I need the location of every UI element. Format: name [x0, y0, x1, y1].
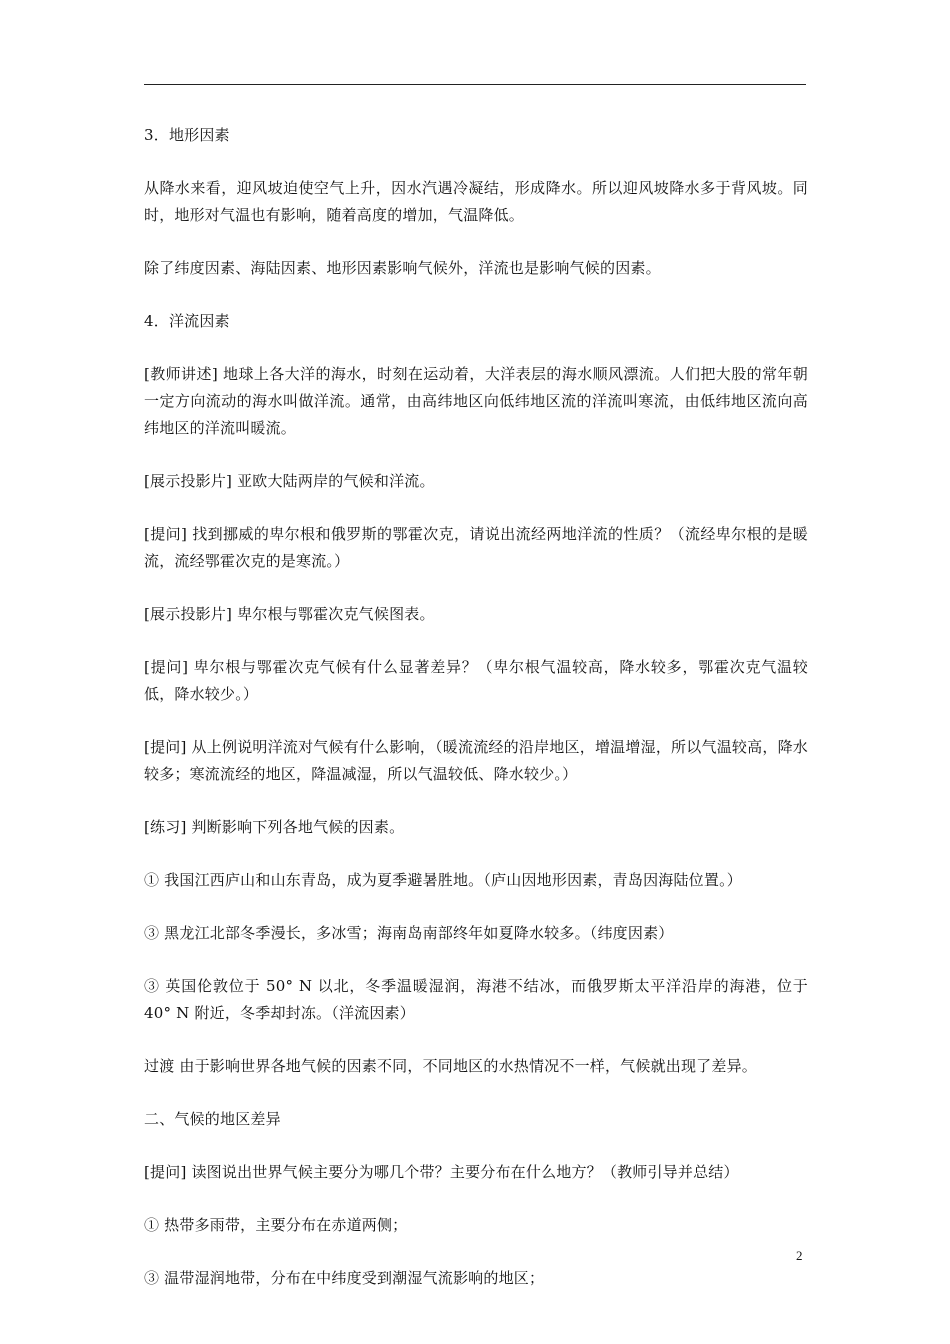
- exercise-item-1: ① 我国江西庐山和山东青岛，成为夏季避暑胜地。（庐山因地形因素，青岛因海陆位置。）: [144, 871, 742, 889]
- exercise-item-2: ③ 黑龙江北部冬季漫长，多冰雪；海南岛南部终年如夏降水较多。（纬度因素）: [144, 924, 674, 942]
- paragraph-question-4: [提问] 读图说出世界气候主要分为哪几个带？主要分布在什么地方？（教师引导并总结）: [144, 1163, 739, 1181]
- page-number: 2: [796, 1248, 803, 1263]
- paragraph-transition-ocean-current: 除了纬度因素、海陆因素、地形因素影响气候外，洋流也是影响气候的因素。: [144, 259, 661, 277]
- list-item-tropical-rain-belt: ① 热带多雨带，主要分布在赤道两侧；: [144, 1216, 408, 1234]
- section-heading-regional-differences: 二、气候的地区差异: [144, 1110, 281, 1128]
- paragraph-show-slide-1: [展示投影片] 亚欧大陆两岸的气候和洋流。: [144, 472, 435, 490]
- section-heading-ocean-current: 4．洋流因素: [144, 312, 230, 330]
- paragraph-transition: 过渡 由于影响世界各地气候的因素不同，不同地区的水热情况不一样，气候就出现了差异。: [144, 1057, 757, 1075]
- list-item-temperate-humid-belt: ③ 温带湿润地带，分布在中纬度受到潮湿气流影响的地区；: [144, 1269, 545, 1287]
- paragraph-teacher-lecture: [教师讲述] 地球上各大洋的海水，时刻在运动着，大洋表层的海水顺风漂流。人们把大股的常年朝一定方向流动的海水叫做洋流。通常，由高纬地区向低纬地区流的洋流叫寒流，由低纬地区流向高纬地区的洋流叫暖流。: [144, 365, 808, 437]
- paragraph-question-2: [提问] 卑尔根与鄂霍次克气候有什么显著差异？（卑尔根气温较高，降水较多，鄂霍次克气温较低，降水较少。）: [144, 658, 808, 703]
- paragraph-terrain-precipitation: 从降水来看，迎风坡迫使空气上升，因水汽遇冷凝结，形成降水。所以迎风坡降水多于背风坡。同时，地形对气温也有影响，随着高度的增加，气温降低。: [144, 179, 808, 224]
- paragraph-question-1: [提问] 找到挪威的卑尔根和俄罗斯的鄂霍次克，请说出流经两地洋流的性质？（流经卑尔根的是暖流，流经鄂霍次克的是寒流。）: [144, 525, 808, 570]
- document-body: [144, 122, 808, 1318]
- paragraph-exercise: [练习] 判断影响下列各地气候的因素。: [144, 818, 405, 836]
- exercise-item-3: ③ 英国伦敦位于 50° N 以北，冬季温暖湿润，海港不结冰，而俄罗斯太平洋沿岸的海港，位于 40° N 附近，冬季却封冻。（洋流因素）: [144, 977, 808, 1022]
- paragraph-show-slide-2: [展示投影片] 卑尔根与鄂霍次克气候图表。: [144, 605, 435, 623]
- paragraph-question-3: [提问] 从上例说明洋流对气候有什么影响，（暖流流经的沿岸地区，增温增湿，所以气温较高，降水较多；寒流流经的地区，降温减湿，所以气温较低、降水较少。）: [144, 738, 808, 783]
- header-rule: [144, 84, 806, 85]
- section-heading-terrain: 3．地形因素: [144, 126, 230, 144]
